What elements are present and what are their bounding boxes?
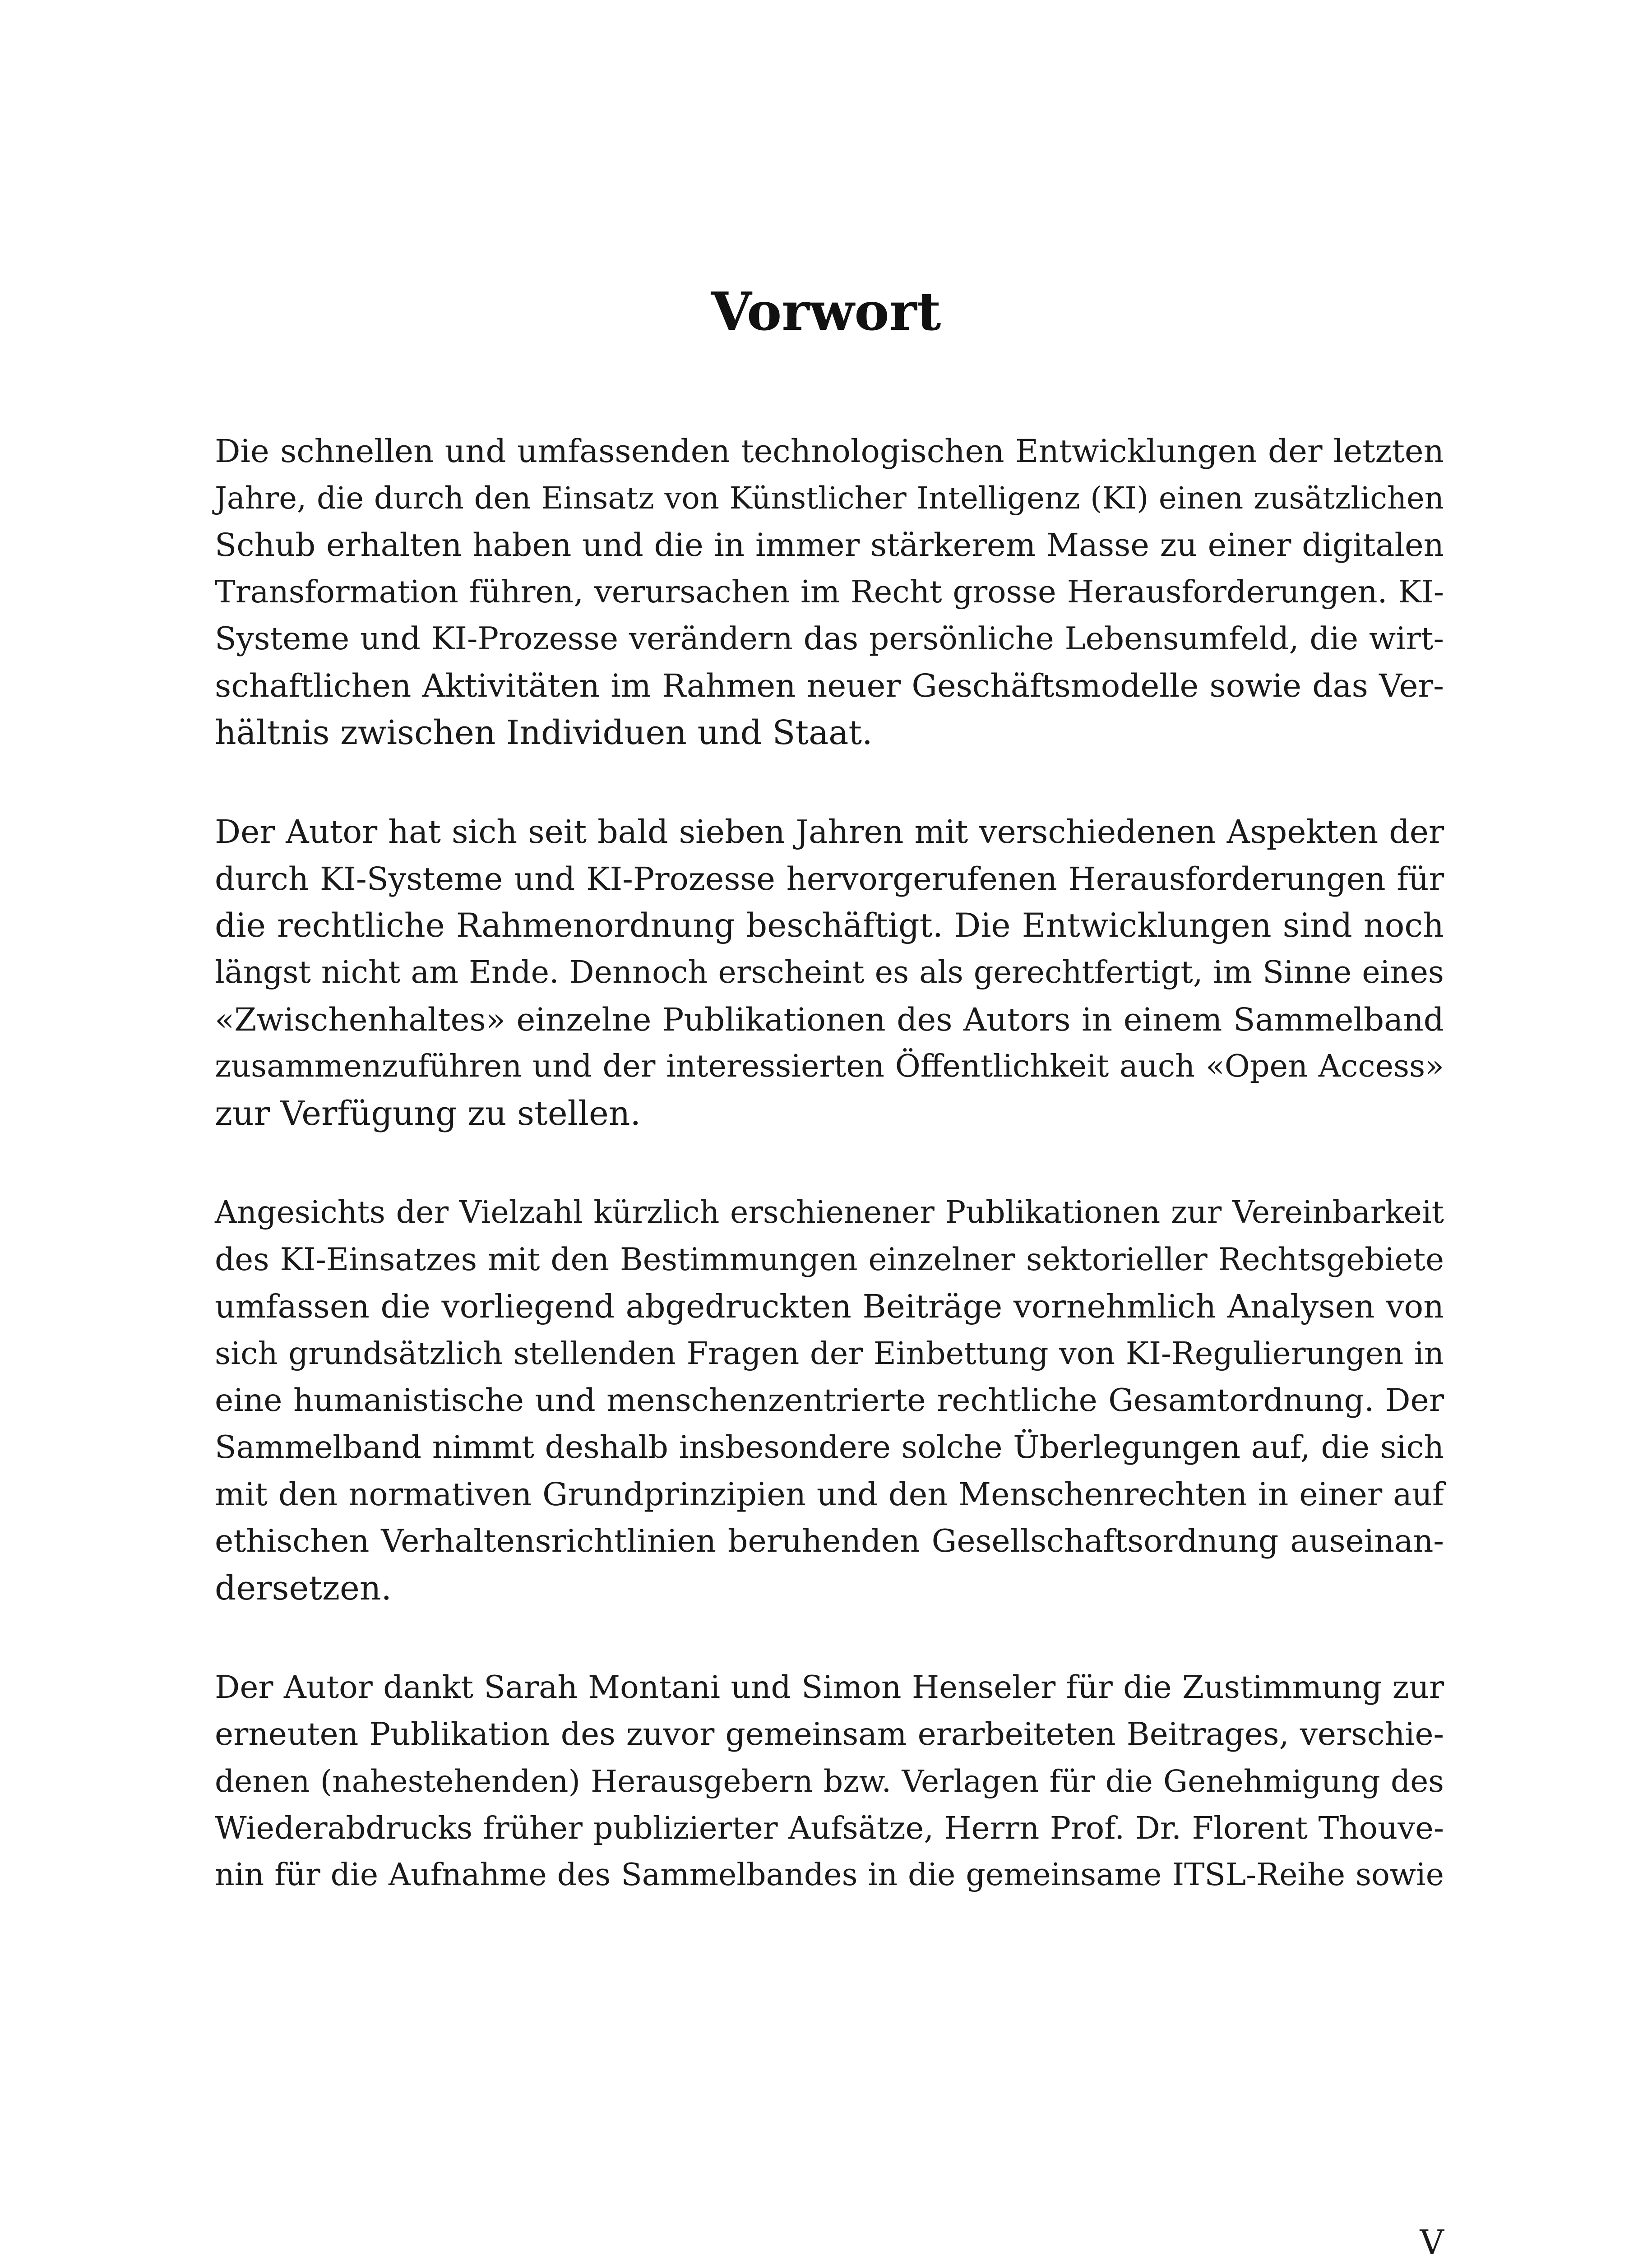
text-line: Wiederabdrucks früher publizierter Aufsätze, Herrn Prof. Dr. Florent Thouve- xyxy=(215,1810,1444,1846)
text-line: denen (nahestehenden) Herausgebern bzw. Verlagen für die Genehmigung des xyxy=(215,1763,1444,1799)
text-line: längst nicht am Ende. Dennoch erscheint es als gerechtfertigt, im Sinne eines xyxy=(215,955,1444,990)
text-line: Die schnellen und umfassenden technologischen Entwicklungen der letzten xyxy=(215,433,1444,470)
paragraph-4 xyxy=(215,1664,1444,1899)
text-line: zur Verfügung zu stellen. xyxy=(215,1094,641,1133)
text-line: erneuten Publikation des zuvor gemeinsam erarbeiteten Beitrages, verschie- xyxy=(215,1716,1444,1752)
body-text xyxy=(215,428,1444,1951)
page-title: Vorwort xyxy=(711,281,941,342)
text-line: Schub erhalten haben und die in immer stärkerem Masse zu einer digitalen xyxy=(215,527,1444,564)
text-line: schaftlichen Aktivitäten im Rahmen neuer Geschäftsmodelle sowie das Ver- xyxy=(215,667,1444,704)
text-line: die rechtliche Rahmenordnung beschäftigt. Die Entwicklungen sind noch xyxy=(215,906,1444,945)
text-line: Der Autor dankt Sarah Montani und Simon Henseler für die Zustimmung zur xyxy=(215,1669,1444,1706)
text-line: hältnis zwischen Individuen und Staat. xyxy=(215,713,873,752)
text-line: nin für die Aufnahme des Sammelbandes in die gemeinsame ITSL-Reihe sowie xyxy=(215,1857,1444,1893)
text-line: zusammenzuführen und der interessierten Öffentlichkeit auch «Open Access» xyxy=(215,1049,1444,1084)
text-line: umfassen die vorliegend abgedruckten Beiträge vornehmlich Analysen von xyxy=(215,1288,1444,1325)
text-line: Jahre, die durch den Einsatz von Künstlicher Intelligenz (KI) einen zusätzlichen xyxy=(215,481,1444,516)
text-line: des KI-Einsatzes mit den Bestimmungen einzelner sektorieller Rechtsgebiete xyxy=(215,1242,1444,1278)
text-line: Der Autor hat sich seit bald sieben Jahren mit verschiedenen Aspekten der xyxy=(215,813,1444,851)
text-line: «Zwischenhaltes» einzelne Publikationen des Autors in einem Sammelband xyxy=(215,1001,1444,1038)
text-line: Transformation führen, verursachen im Recht grosse Herausforderungen. KI- xyxy=(215,574,1444,610)
paragraph-2 xyxy=(215,809,1444,1137)
paragraph-1 xyxy=(215,428,1444,756)
paragraph-3 xyxy=(215,1189,1444,1612)
text-line: ethischen Verhaltensrichtlinien beruhenden Gesellschaftsordnung auseinan- xyxy=(215,1523,1444,1559)
text-line: Sammelband nimmt deshalb insbesondere solche Überlegungen auf, die sich xyxy=(215,1429,1444,1465)
text-line: Angesichts der Vielzahl kürzlich erschienener Publikationen zur Vereinbarkeit xyxy=(215,1195,1444,1230)
text-line: mit den normativen Grundprinzipien und den Menschenrechten in einer auf xyxy=(215,1476,1444,1513)
text-line: Systeme und KI-Prozesse verändern das persönliche Lebensumfeld, die wirt- xyxy=(215,621,1444,657)
text-line: dersetzen. xyxy=(215,1569,392,1608)
page-number: V xyxy=(1420,2223,1444,2256)
text-line: sich grundsätzlich stellenden Fragen der Einbettung von KI-Regulierungen in xyxy=(215,1336,1444,1372)
text-line: durch KI-Systeme und KI-Prozesse hervorgerufenen Herausforderungen für xyxy=(215,860,1444,897)
text-line: eine humanistische und menschenzentrierte rechtliche Gesamtordnung. Der xyxy=(215,1382,1444,1419)
